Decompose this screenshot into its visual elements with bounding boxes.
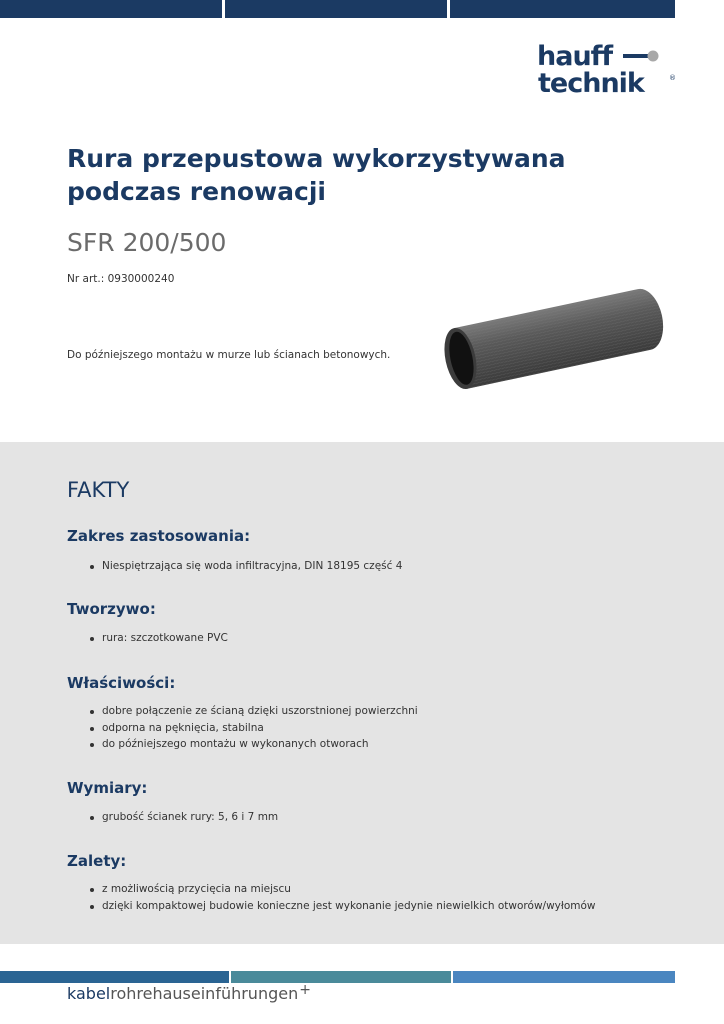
- list-item: odporna na pęknięcia, stabilna: [90, 720, 418, 737]
- application-list: [90, 558, 402, 575]
- top-bar-2: [225, 0, 447, 18]
- product-model: SFR 200/500: [67, 228, 227, 257]
- section-heading-application: Zakres zastosowania:: [67, 527, 251, 545]
- footer-part1: kabel: [67, 984, 111, 1003]
- pipe-image: [436, 282, 668, 392]
- top-bar-1: [0, 0, 222, 18]
- bottom-decorative-bars: [0, 971, 675, 983]
- logo-line2: technik: [538, 68, 644, 98]
- advantages-list: [90, 881, 596, 914]
- top-decorative-bars: [0, 0, 675, 18]
- material-list: [90, 630, 228, 647]
- logo-line1: hauff: [537, 41, 613, 72]
- bottom-bar-2: [231, 971, 451, 983]
- product-description: Do późniejszego montażu w murze lub ścianach betonowych.: [67, 349, 391, 361]
- bottom-bar-3: [453, 971, 675, 983]
- facts-title: FAKTY: [67, 478, 130, 502]
- list-item: grubość ścianek rury: 5, 6 i 7 mm: [90, 809, 278, 826]
- list-item: dobre połączenie ze ścianą dzięki uszorstnionej powierzchni: [90, 703, 418, 720]
- logo-registered: ®: [669, 74, 676, 82]
- list-item: Niespiętrzająca się woda infiltracyjna, DIN 18195 część 4: [90, 558, 402, 575]
- section-heading-advantages: Zalety:: [67, 852, 127, 870]
- properties-list: [90, 703, 418, 753]
- section-heading-properties: Właściwości:: [67, 674, 176, 692]
- footer-product-line: [67, 984, 311, 1003]
- facts-section: [0, 442, 724, 944]
- article-number: Nr art.: 0930000240: [67, 273, 175, 285]
- dimensions-list: [90, 809, 278, 826]
- product-title: Rura przepustowa wykorzystywana podczas renowacji: [67, 144, 566, 206]
- section-heading-material: Tworzywo:: [67, 600, 156, 618]
- footer-plus: +: [299, 982, 311, 998]
- section-heading-dimensions: Wymiary:: [67, 779, 148, 797]
- hauff-technik-logo: [537, 40, 677, 98]
- list-item: z możliwością przycięcia na miejscu: [90, 881, 596, 898]
- list-item: rura: szczotkowane PVC: [90, 630, 228, 647]
- list-item: do późniejszego montażu w wykonanych otworach: [90, 736, 418, 753]
- bottom-bar-1: [0, 971, 229, 983]
- footer-part2: rohrehauseinführungen: [110, 984, 299, 1003]
- top-bar-3: [450, 0, 675, 18]
- logo-dot: [648, 51, 659, 62]
- list-item: dzięki kompaktowej budowie konieczne jest wykonanie jedynie niewielkich otworów/wyłomów: [90, 898, 596, 915]
